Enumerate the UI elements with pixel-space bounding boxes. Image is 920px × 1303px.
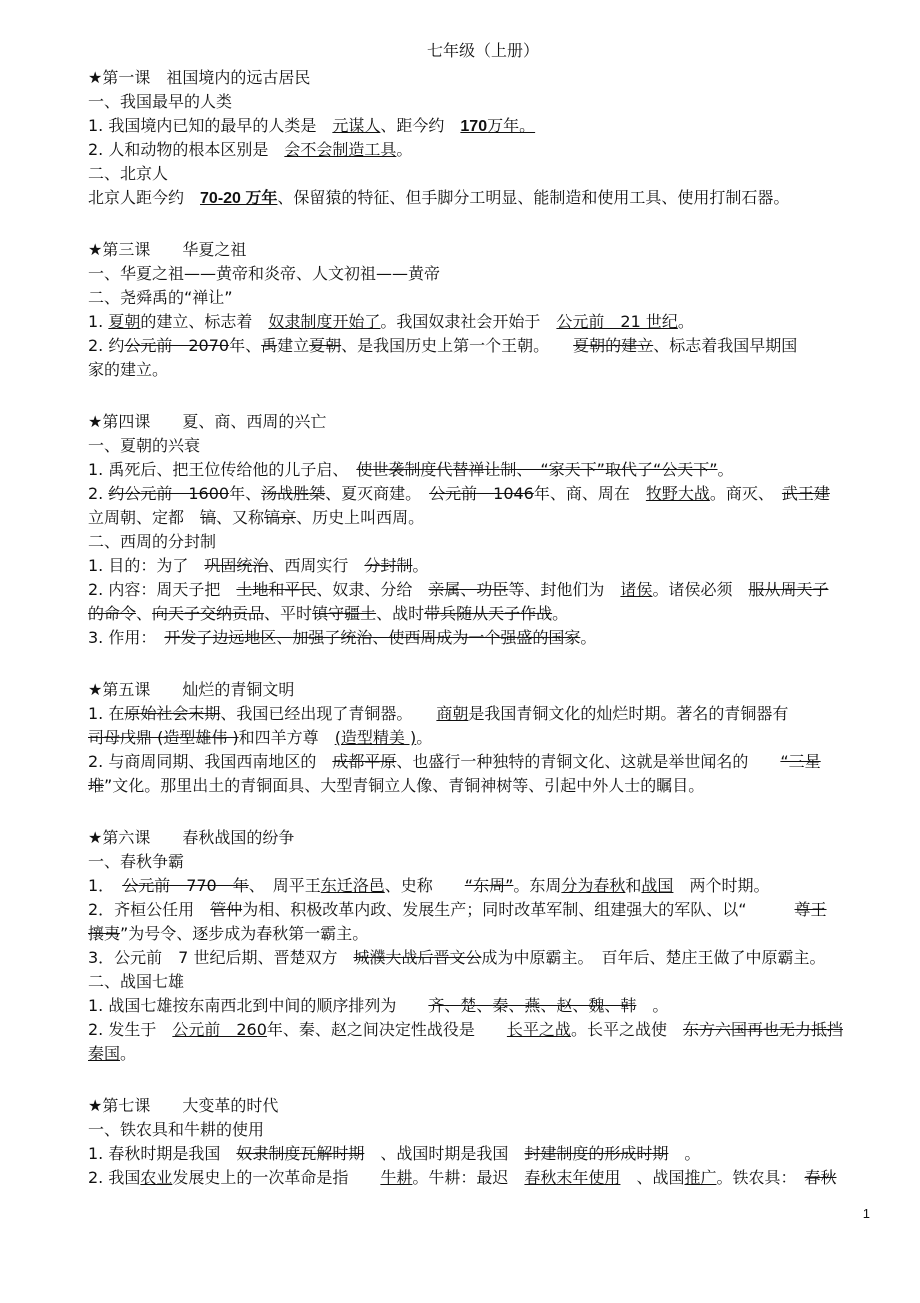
text-line: 1. 我国境内已知的最早的人类是 元谋人、距今约 170万年。	[88, 116, 536, 135]
page-title: 七年级（上册）	[426, 41, 539, 60]
text-line: 2. 约公元前 1600年、汤战胜桀、夏灭商建。 公元前 1046年、商、周在 牧野大战。商灭、 武王建	[88, 484, 830, 503]
text-line: 2. 我国农业发展史上的一次革命是指 牛耕。牛耕：最迟 春秋末年使用 、战国推广。铁农具： 春秋	[88, 1168, 837, 1187]
text-line: 1. 在原始社会末期、我国已经出现了青铜器。 商朝是我国青铜文化的灿烂时期。著名的青铜器有	[88, 704, 789, 723]
text-line: 2. 发生于 公元前 260年、秦、赵之间决定性战役是 长平之战。长平之战使 东方六国再也无力抵挡	[88, 1020, 843, 1039]
text-line: 3．公元前 7 世纪后期、晋楚双方 城濮大战后晋文公成为中原霸主。 百年后、楚庄王做了中原霸主。	[88, 948, 826, 967]
section-heading: 一、华夏之祖——黄帝和炎帝、人文初祖——黄帝	[88, 264, 441, 283]
lesson-heading: ★第四课 夏、商、西周的兴亡	[88, 412, 327, 431]
text-line: 家的建立。	[88, 360, 169, 379]
text-line: 1. 战国七雄按东南西北到中间的顺序排列为 齐、楚、秦、燕、赵、魏、韩 。	[88, 996, 669, 1015]
page-number: 1	[862, 1206, 870, 1221]
text-line: 攘夷”为号令、逐步成为春秋第一霸主。	[88, 924, 369, 943]
text-line: 2. 约公元前 2070年、禹建立夏朝、是我国历史上第一个王朝。 夏朝的建立、标志着我国早期国	[88, 336, 798, 355]
document-page	[88, 40, 878, 1190]
section-heading: 二、西周的分封制	[88, 532, 217, 551]
text-line: 2. 内容：周天子把 土地和平民、奴隶、分给 亲属、功臣等、封他们为 诸侯。诸侯必须 服从周天子	[88, 580, 829, 599]
text-line: 2. 人和动物的根本区别是 会不会制造工具。	[88, 140, 413, 159]
lesson-heading: ★第七课 大变革的时代	[88, 1096, 279, 1115]
text-line: 3. 作用： 开发了边远地区、加强了统治、使西周成为一个强盛的国家。	[88, 628, 597, 647]
lesson-heading: ★第一课 祖国境内的远古居民	[88, 68, 311, 87]
text-line: 立周朝、定都 镐、又称镐京、历史上叫西周。	[88, 508, 425, 527]
section-heading: 二、战国七雄	[88, 972, 185, 991]
text-line: 1． 公元前 770 年、 周平王东迁洛邑、史称 “东周”。东周分为春秋和战国 两个时期。	[88, 876, 770, 895]
text-line: 2. 与商周同期、我国西南地区的 成都平原、也盛行一种独特的青铜文化、这就是举世闻名的 “三星	[88, 752, 821, 771]
section-heading: 一、铁农具和牛耕的使用	[88, 1120, 265, 1139]
section-heading: 一、春秋争霸	[88, 852, 185, 871]
text-line: 司母戊鼎 (造型雄伟 )和四羊方尊 (造型精美 )。	[88, 728, 433, 747]
text-line: 1. 禹死后、把王位传给他的儿子启、 使世袭制度代替禅让制、 “家天下”取代了“公天下”。	[88, 460, 734, 479]
text-line: 北京人距今约 70-20 万年、保留猿的特征、但手脚分工明显、能制造和使用工具、使用打制石器。	[88, 188, 790, 207]
section-heading: 一、我国最早的人类	[88, 92, 233, 111]
text-line: 2．齐桓公任用 管仲为相、积极改革内政、发展生产；同时改革军制、组建强大的军队、以“ 尊王	[88, 900, 827, 919]
lesson-heading: ★第三课 华夏之祖	[88, 240, 247, 259]
section-heading: 一、夏朝的兴衰	[88, 436, 201, 455]
text-line: 1. 夏朝的建立、标志着 奴隶制度开始了。我国奴隶社会开始于 公元前 21 世纪。	[88, 312, 694, 331]
text-line: 1. 目的：为了 巩固统治、西周实行 分封制。	[88, 556, 429, 575]
text-line: 秦国。	[88, 1044, 137, 1063]
text-line: 堆”文化。那里出土的青铜面具、大型青铜立人像、青铜神树等、引起中外人士的瞩目。	[88, 776, 705, 795]
lesson-heading: ★第五课 灿烂的青铜文明	[88, 680, 295, 699]
section-heading: 二、北京人	[88, 164, 169, 183]
text-line: 的命令、向天子交纳贡品、平时镇守疆土、战时带兵随从天子作战。	[88, 604, 569, 623]
section-heading: 二、尧舜禹的“禅让”	[88, 288, 233, 307]
text-line: 1. 春秋时期是我国 奴隶制度瓦解时期 、战国时期是我国 封建制度的形成时期 。	[88, 1144, 701, 1163]
lesson-heading: ★第六课 春秋战国的纷争	[88, 828, 295, 847]
